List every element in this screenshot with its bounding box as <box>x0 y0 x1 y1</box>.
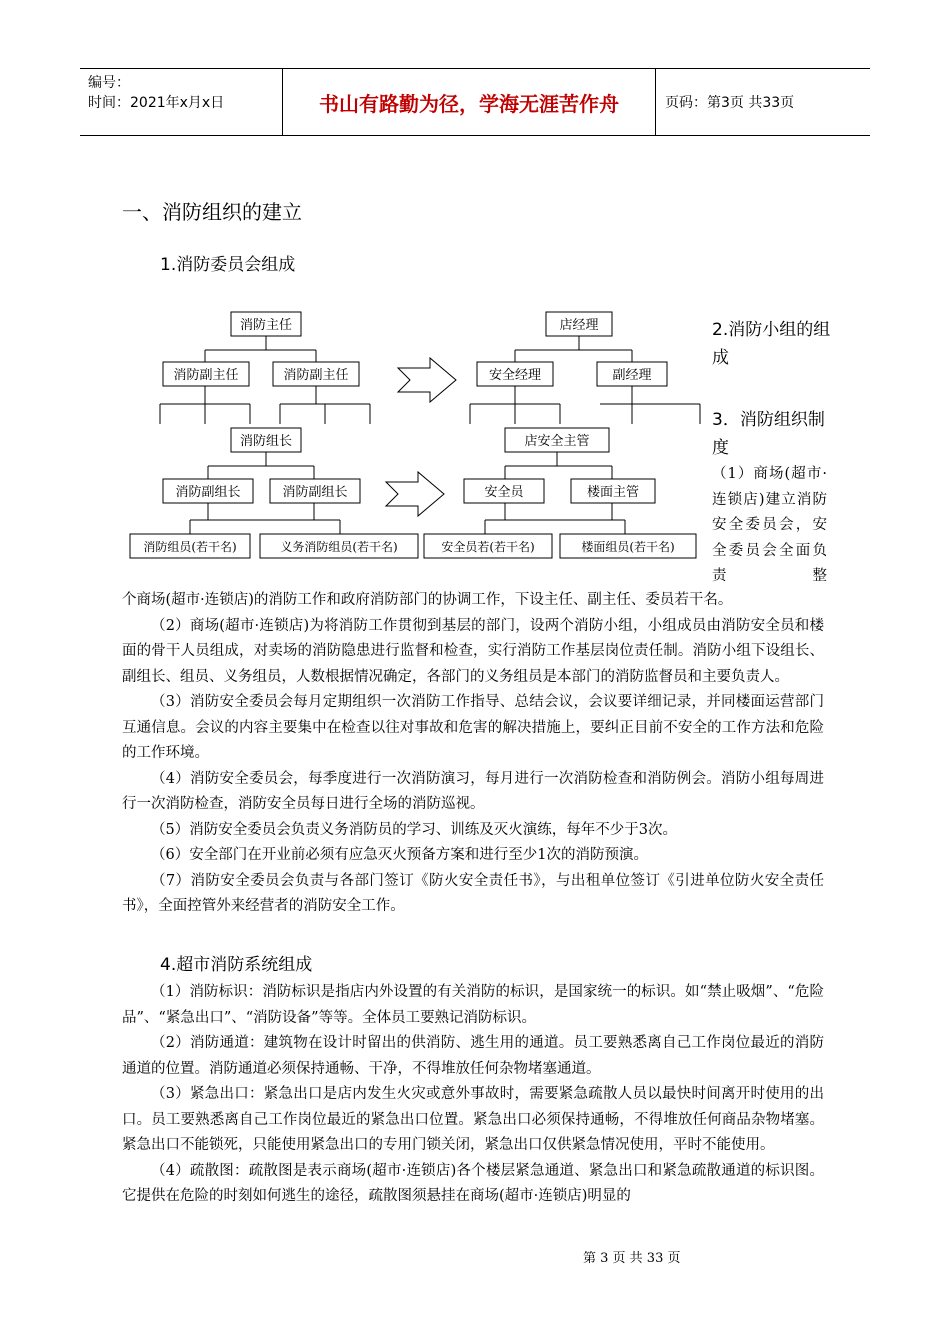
br-leaf-label-1: 安全员若(若干名) <box>441 540 535 554</box>
side-paragraph: （1）商场(超市·连锁店)建立消防安全委员会，安全委员会全面负责整 <box>712 466 827 584</box>
paragraph: （1）消防标识：消防标识是指店内外设置的有关消防的标识，是国家统一的标识。如“禁止吸烟”、“危险品”、“紧急出口”、“消防设备”等等。全体员工要熟记消防标识。 <box>122 984 824 1026</box>
paragraph: （5）消防安全委员会负责义务消防员的学习、训练及灭火演练，每年不少于3次。 <box>151 821 677 838</box>
paragraph: （6）安全部门在开业前必须有应急灭火预备方案和进行至少1次的消防预演。 <box>151 847 648 863</box>
tr-child-label-1: 安全经理 <box>488 368 542 383</box>
paragraphs-b <box>122 980 824 1210</box>
bl-child-label-1: 消防副组长 <box>175 485 241 500</box>
bl-root-label: 消防组长 <box>239 434 293 449</box>
subsection-title-3: 3．消防组织制度 <box>712 410 825 458</box>
header-page-code: 页码：第3页 共33页 <box>665 95 795 111</box>
paragraph: （4）疏散图：疏散图是表示商场(超市·连锁店)各个楼层紧急通道、紧急出口和紧急疏散通道的标识图。它提供在危险的时刻如何逃生的途径，疏散图须悬挂在商场(超市·连锁店)明显的 <box>122 1162 824 1204</box>
tr-root-label: 店经理 <box>559 318 599 333</box>
br-root-label: 店安全主管 <box>524 434 590 449</box>
paragraph: （3）消防安全委员会每月定期组织一次消防工作指导、总结会议，会议要详细记录，并同楼面运营部门互通信息。会议的内容主要集中在检查以往对事故和危害的解决措施上，要纠正目前不安全的工作方法和危险的工作环境。 <box>122 694 824 761</box>
br-child-label-1: 安全员 <box>484 485 524 500</box>
section-title: 一、消防组织的建立 <box>122 200 302 224</box>
paragraph: （3）紧急出口：紧急出口是店内发生火灾或意外事故时，需要紧急疏散人员以最快时间离开时使用的出口。员工要熟悉离自己工作岗位最近的紧急出口位置。紧急出口必须保持通畅，不得堆放任何商品杂物堵塞。紧急出口不能锁死，只能使用紧急出口的专用门锁关闭，紧急出口仅供紧急情况使用，平时不能使用。 <box>122 1086 824 1153</box>
tr-child-label-2: 副经理 <box>612 368 652 383</box>
page-footer: 第 3 页 共 33 页 <box>583 1251 681 1266</box>
subsection-title-4: 4.超市消防系统组成 <box>160 955 313 975</box>
header-time-label: 时间：2021年x月x日 <box>88 95 225 111</box>
header-number-label: 编号： <box>88 75 130 91</box>
header-motto: 书山有路勤为径，学海无涯苦作舟 <box>283 69 656 135</box>
bl-child-label-2: 消防副组长 <box>282 485 348 500</box>
bl-leaf-label-1: 消防组员(若干名) <box>143 540 237 554</box>
tl-root-label: 消防主任 <box>239 318 293 333</box>
tl-child-label-1: 消防副主任 <box>173 368 239 383</box>
paragraph: （2）商场(超市·连锁店)为将消防工作贯彻到基层的部门，设两个消防小组，小组成员由消防安全员和楼面的骨干人员组成，对卖场的消防隐患进行监督和检查，实行消防工作基层岗位责任制。消防小组下设组长、副组长、组员、义务组员，人数根据情况确定，各部门的义务组员是本部门的消防监督员和主要负责人。 <box>122 617 824 685</box>
br-leaf-label-2: 楼面组员(若干名) <box>581 540 675 554</box>
subsection-title-2: 2.消防小组的组成 <box>712 320 831 368</box>
paragraph: （4）消防安全委员会，每季度进行一次消防演习，每月进行一次消防检查和消防例会。消防小组每周进行一次消防检查，消防安全员每日进行全场的消防巡视。 <box>122 770 824 812</box>
br-child-label-2: 楼面主管 <box>586 485 640 500</box>
paragraphs-a <box>122 588 824 920</box>
tl-child-label-2: 消防副主任 <box>283 368 349 383</box>
paragraph: 个商场(超市·连锁店)的消防工作和政府消防部门的协调工作，下设主任、副主任、委员若干名。 <box>122 592 733 608</box>
bl-leaf-label-2: 义务消防组员(若干名) <box>280 540 398 554</box>
paragraph: （2）消防通道：建筑物在设计时留出的供消防、逃生用的通道。员工要熟悉离自己工作岗位最近的消防通道的位置。消防通道必须保持通畅、干净，不得堆放任何杂物堵塞通道。 <box>122 1035 824 1077</box>
subsection-title-1: 1.消防委员会组成 <box>160 255 296 275</box>
paragraph: （7）消防安全委员会负责与各部门签订《防火安全责任书》，与出租单位签订《引进单位防火安全责任书》，全面控管外来经营者的消防安全工作。 <box>122 872 824 914</box>
